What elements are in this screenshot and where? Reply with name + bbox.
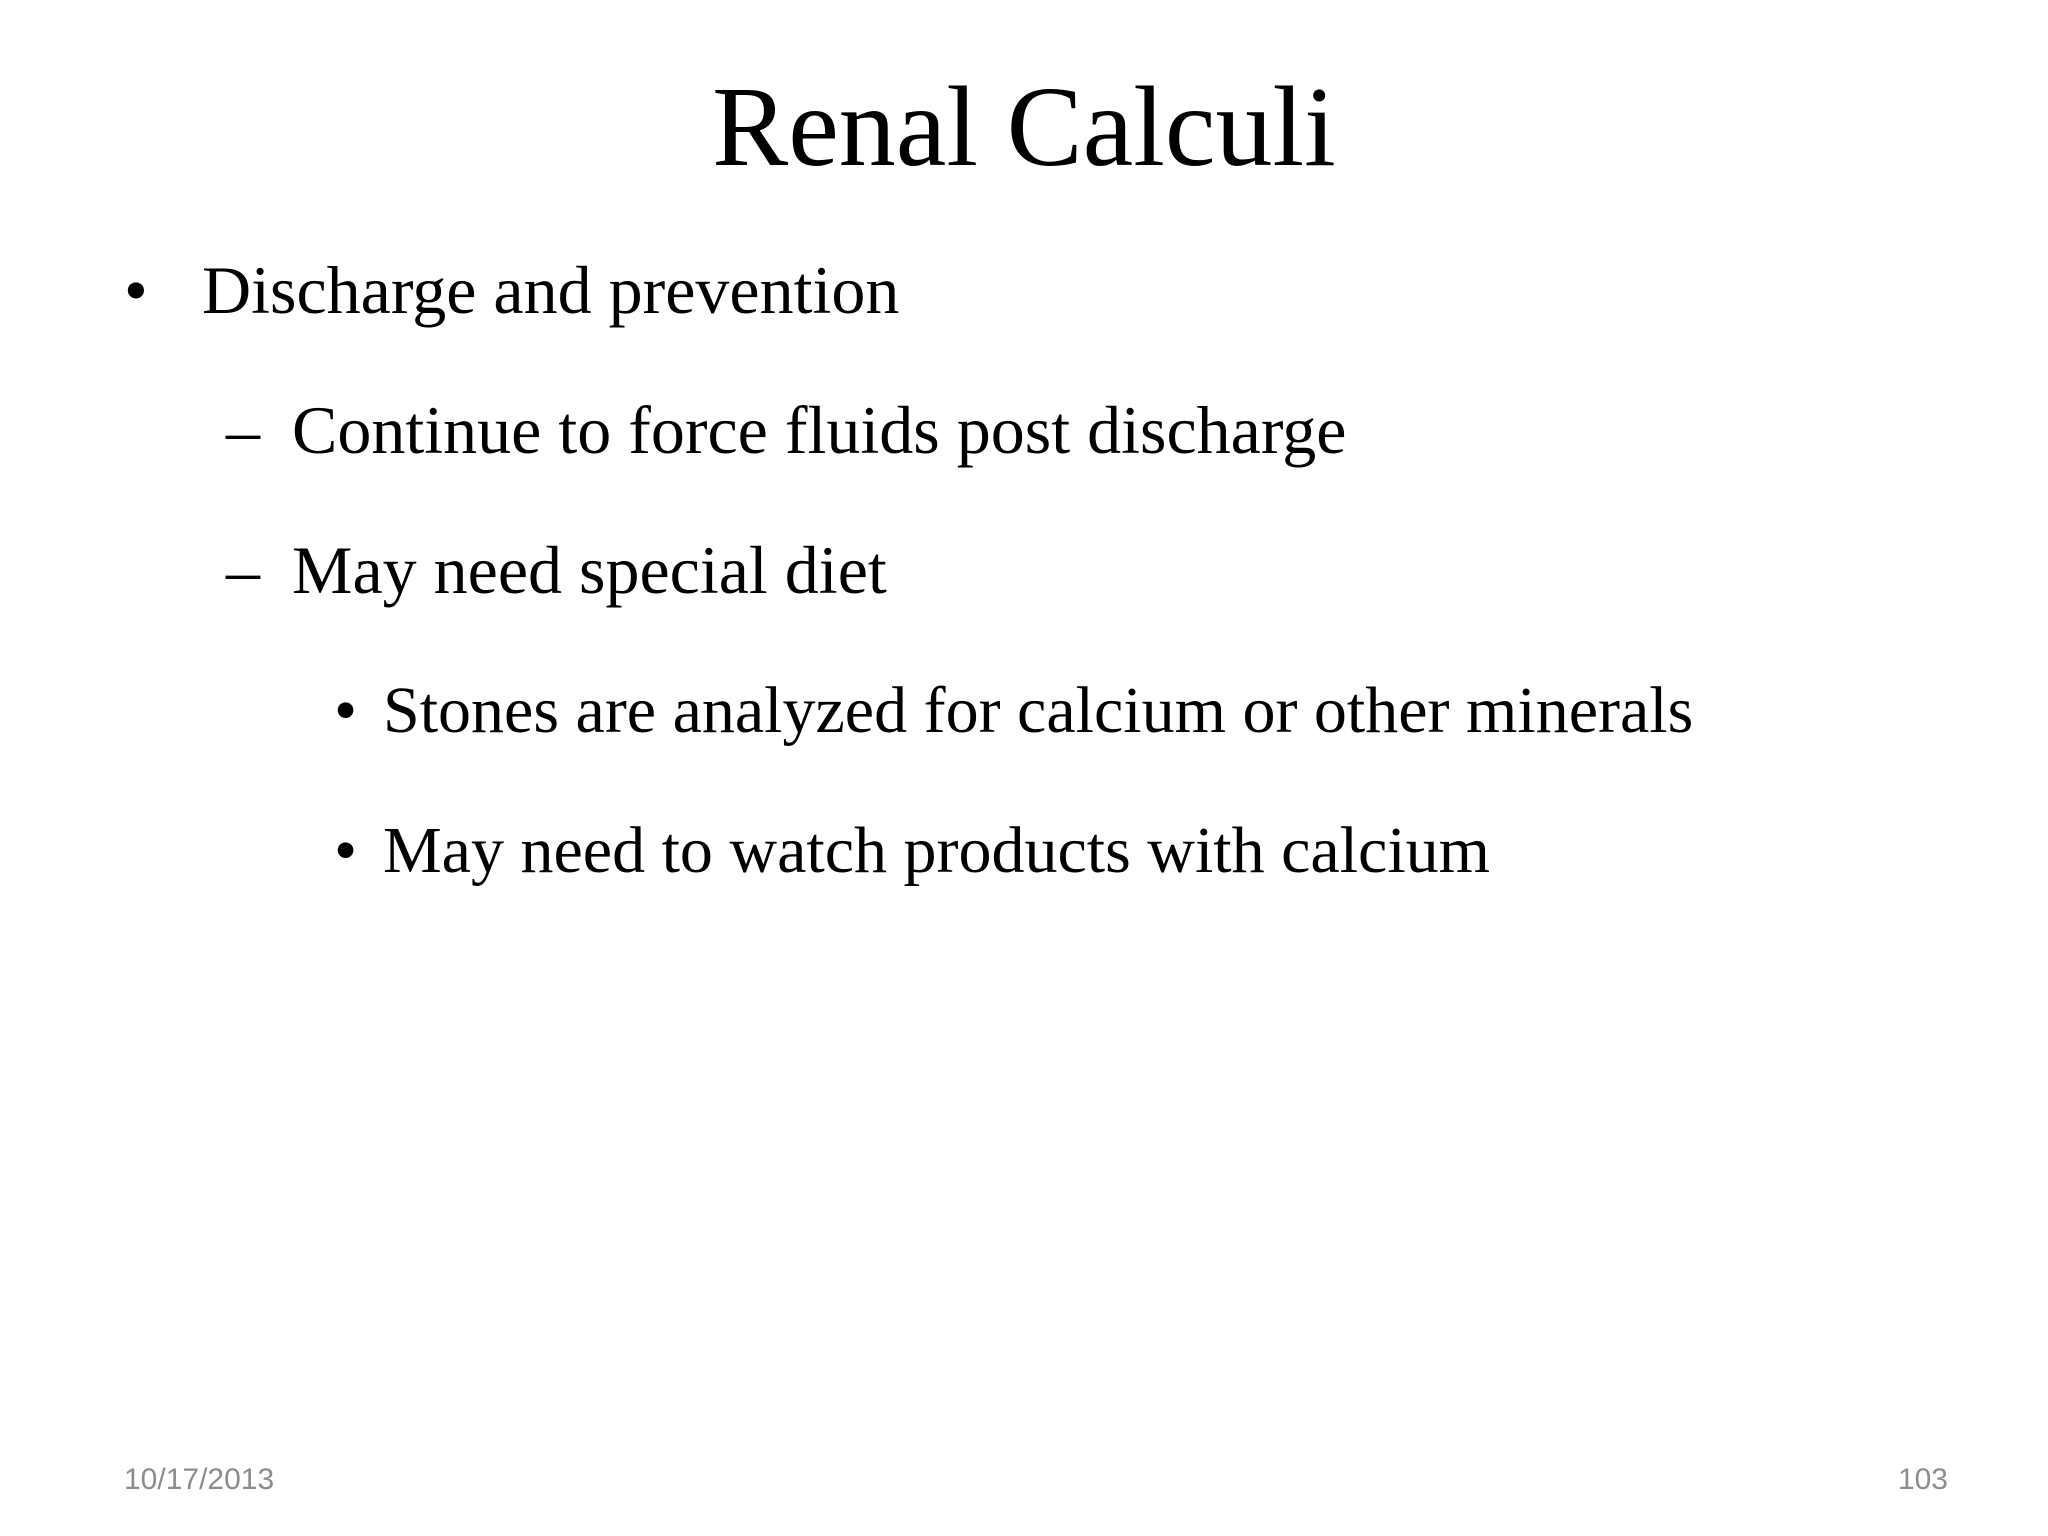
bullet-text: Discharge and prevention xyxy=(202,252,900,328)
bullet-text: Continue to force fluids post discharge xyxy=(292,392,1347,468)
bullet-marker: • xyxy=(334,674,358,747)
footer-date: 10/17/2013 xyxy=(124,1463,275,1496)
bullet-marker: • xyxy=(124,252,148,328)
bullet-text: Stones are analyzed for calcium or other minerals xyxy=(383,674,1694,747)
bullet-level1-discharge-prevention xyxy=(0,250,2048,330)
slide-title: Renal Calculi xyxy=(712,63,1336,190)
bullet-level2-force-fluids xyxy=(0,390,2048,470)
bullet-marker: • xyxy=(334,814,358,887)
dash-marker: – xyxy=(226,392,260,468)
bullet-level3-stones-analyzed xyxy=(0,672,2048,750)
dash-marker: – xyxy=(226,532,260,608)
bullet-text: May need to watch products with calcium xyxy=(383,814,1491,887)
bullet-text: May need special diet xyxy=(292,532,887,608)
footer-page-number: 103 xyxy=(1897,1463,1948,1496)
bullet-level2-special-diet xyxy=(0,530,2048,610)
bullet-level3-watch-calcium xyxy=(0,812,2048,890)
